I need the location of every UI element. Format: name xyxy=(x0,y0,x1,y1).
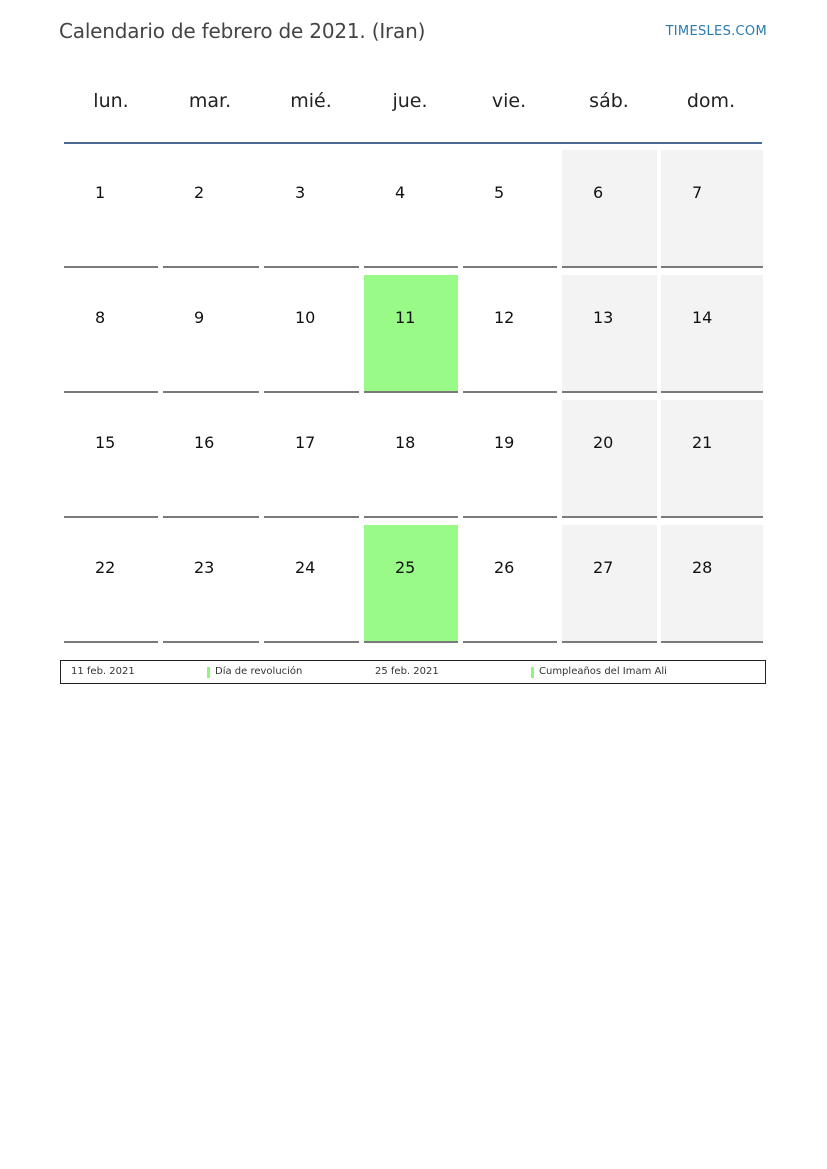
day-number: 9 xyxy=(194,308,205,327)
day-cell xyxy=(562,150,657,268)
day-number: 3 xyxy=(295,183,306,202)
day-number: 27 xyxy=(593,558,614,577)
day-cell xyxy=(64,150,158,268)
weekday-sun: dom. xyxy=(686,90,736,112)
day-cell xyxy=(661,150,763,268)
legend-date: 25 feb. 2021 xyxy=(375,666,439,677)
day-cell xyxy=(661,400,763,518)
weekday-fri: vie. xyxy=(491,90,527,112)
day-number: 6 xyxy=(593,183,604,202)
day-number: 15 xyxy=(95,433,116,452)
day-number: 23 xyxy=(194,558,215,577)
day-number: 1 xyxy=(95,183,106,202)
weekday-header-row xyxy=(64,90,762,120)
day-cell xyxy=(364,400,458,518)
day-cell xyxy=(264,275,359,393)
legend-color-swatch xyxy=(531,667,534,678)
day-cell xyxy=(463,400,557,518)
legend-holiday-name: Cumpleaños del Imam Ali xyxy=(539,666,667,677)
day-cell xyxy=(364,275,458,393)
day-cell xyxy=(364,525,458,643)
day-cell xyxy=(264,150,359,268)
day-number: 8 xyxy=(95,308,106,327)
day-cell xyxy=(163,525,259,643)
weekday-mon: lun. xyxy=(93,90,129,112)
day-cell xyxy=(661,525,763,643)
day-number: 22 xyxy=(95,558,116,577)
day-number: 17 xyxy=(295,433,316,452)
brand-link[interactable]: TIMESLES.COM xyxy=(665,24,767,39)
legend-color-swatch xyxy=(207,667,210,678)
day-number: 2 xyxy=(194,183,205,202)
day-cell xyxy=(264,400,359,518)
legend-holiday-name: Día de revolución xyxy=(215,666,303,677)
day-cell xyxy=(163,275,259,393)
day-cell xyxy=(562,400,657,518)
day-cell xyxy=(463,275,557,393)
day-number: 16 xyxy=(194,433,215,452)
day-number: 11 xyxy=(395,308,416,327)
legend-date: 11 feb. 2021 xyxy=(71,666,135,677)
day-cell xyxy=(163,400,259,518)
day-number: 7 xyxy=(692,183,703,202)
page-title: Calendario de febrero de 2021. (Iran) xyxy=(59,19,426,43)
day-number: 20 xyxy=(593,433,614,452)
day-number: 12 xyxy=(494,308,515,327)
day-number: 21 xyxy=(692,433,713,452)
day-number: 18 xyxy=(395,433,416,452)
day-cell xyxy=(163,150,259,268)
weekday-wed: mié. xyxy=(290,90,332,112)
day-number: 26 xyxy=(494,558,515,577)
day-number: 19 xyxy=(494,433,515,452)
day-cell xyxy=(64,525,158,643)
day-number: 25 xyxy=(395,558,416,577)
weekday-tue: mar. xyxy=(188,90,232,112)
day-cell xyxy=(463,525,557,643)
day-cell xyxy=(264,525,359,643)
day-cell xyxy=(463,150,557,268)
day-cell xyxy=(64,400,158,518)
weekday-sat: sáb. xyxy=(589,90,629,112)
header-divider xyxy=(64,142,762,144)
day-number: 13 xyxy=(593,308,614,327)
day-number: 4 xyxy=(395,183,406,202)
day-number: 10 xyxy=(295,308,316,327)
day-number: 24 xyxy=(295,558,316,577)
holiday-legend xyxy=(60,660,766,684)
day-number: 28 xyxy=(692,558,713,577)
day-cell xyxy=(364,150,458,268)
day-cell xyxy=(661,275,763,393)
weekday-thu: jue. xyxy=(392,90,428,112)
day-number: 14 xyxy=(692,308,713,327)
day-cell xyxy=(562,525,657,643)
day-cell xyxy=(562,275,657,393)
day-number: 5 xyxy=(494,183,505,202)
day-cell xyxy=(64,275,158,393)
